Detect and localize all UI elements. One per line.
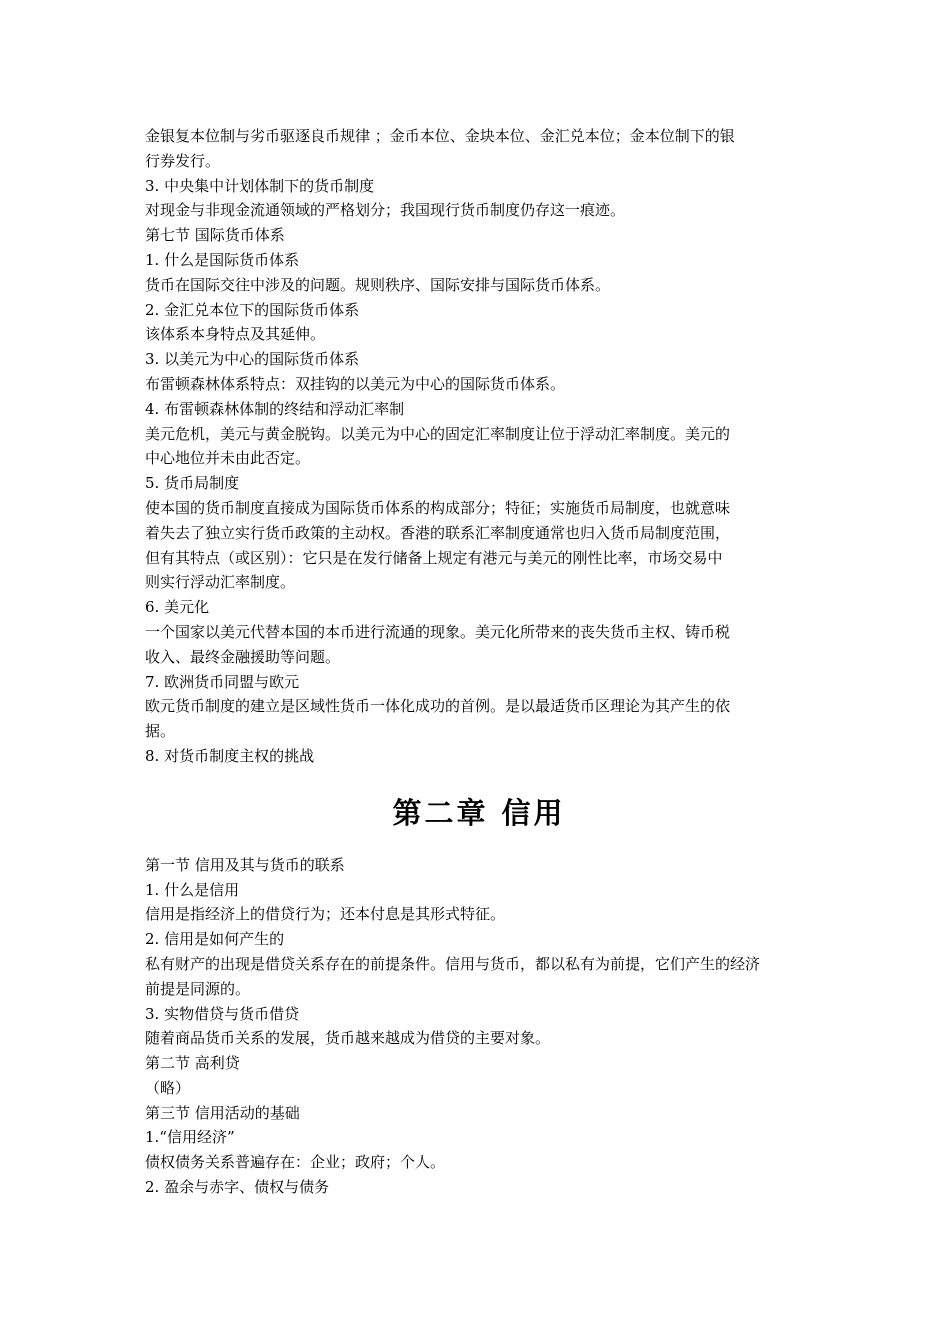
section2-line-12: 1.“信用经济”	[145, 1128, 235, 1147]
section-monetary-system	[145, 124, 813, 769]
section1-line-9: 该体系本身特点及其延伸。	[145, 325, 326, 344]
section1-line-21: 一个国家以美元代替本国的本币进行流通的现象。美元化所带来的丧失货币主权、铸币税	[145, 622, 731, 641]
section1-line-13: 美元危机，美元与黄金脱钩。以美元为中心的固定汇率制度让位于浮动汇率制度。美元的	[145, 424, 731, 443]
section1-line-10: 3. 以美元为中心的国际货币体系	[145, 350, 360, 369]
section1-line-23: 7. 欧洲货币同盟与欧元	[145, 672, 300, 691]
section2-line-9: 第二节 高利贷	[145, 1054, 240, 1073]
chapter-title: 第二章 信用	[392, 795, 566, 830]
document-page	[145, 124, 813, 1200]
section2-line-5: 私有财产的出现是借贷关系存在的前提条件。信用与货币，都以私有为前提，它们产生的经济	[145, 954, 761, 973]
section2-line-11: 第三节 信用活动的基础	[145, 1103, 300, 1122]
section1-line-26: 8. 对货币制度主权的挑战	[145, 746, 315, 765]
section2-line-2: 1. 什么是信用	[145, 880, 240, 899]
section2-line-3: 信用是指经济上的借贷行为；还本付息是其形式特征。	[145, 905, 506, 924]
section1-line-11: 布雷顿森林体系特点：双挂钩的以美元为中心的国际货币体系。	[145, 374, 566, 393]
section1-line-14: 中心地位并未由此否定。	[145, 449, 311, 468]
section2-line-8: 随着商品货币关系的发展，货币越来越成为借贷的主要对象。	[145, 1029, 551, 1048]
section1-line-2: 行券发行。	[145, 151, 221, 170]
section2-line-4: 2. 信用是如何产生的	[145, 930, 285, 949]
section1-line-3: 3. 中央集中计划体制下的货币制度	[145, 176, 375, 195]
section1-line-19: 则实行浮动汇率制度。	[145, 573, 296, 592]
section1-line-20: 6. 美元化	[145, 598, 210, 617]
section1-line-12: 4. 布雷顿森林体制的终结和浮动汇率制	[145, 399, 405, 418]
section2-line-1: 第一节 信用及其与货币的联系	[145, 855, 345, 874]
section2-line-14: 2. 盈余与赤字、债权与债务	[145, 1178, 330, 1197]
section2-line-6: 前提是同源的。	[145, 979, 251, 998]
section1-line-4: 对现金与非现金流通领域的严格划分；我国现行货币制度仍存这一痕迹。	[145, 201, 626, 220]
section1-line-7: 货币在国际交往中涉及的问题。规则秩序、国际安排与国际货币体系。	[145, 275, 611, 294]
section1-line-5: 第七节 国际货币体系	[145, 226, 285, 245]
section2-line-7: 3. 实物借贷与货币借贷	[145, 1004, 300, 1023]
section1-line-15: 5. 货币局制度	[145, 474, 240, 493]
section-credit	[145, 853, 813, 1200]
section1-line-25: 据。	[145, 722, 176, 741]
section2-line-10: （略）	[145, 1078, 191, 1097]
section1-line-22: 收入、最终金融援助等问题。	[145, 647, 341, 666]
section1-line-24: 欧元货币制度的建立是区域性货币一体化成功的首例。是以最适货币区理论为其产生的依	[145, 697, 731, 716]
section1-line-17: 着失去了独立实行货币政策的主动权。香港的联系汇率制度通常也归入货币局制度范围，	[145, 523, 731, 542]
section1-line-18: 但有其特点（或区别）：它只是在发行储备上规定有港元与美元的刚性比率，市场交易中	[145, 548, 723, 567]
section1-line-1: 金银复本位制与劣币驱逐良币规律 ；金币本位、金块本位、金汇兑本位；金本位制下的银	[145, 127, 735, 145]
section1-line-6: 1. 什么是国际货币体系	[145, 250, 300, 269]
section1-line-8: 2. 金汇兑本位下的国际货币体系	[145, 300, 360, 319]
section2-line-13: 债权债务关系普遍存在：企业；政府；个人。	[145, 1153, 446, 1172]
section1-line-16: 使本国的货币制度直接成为国际货币体系的构成部分；特征；实施货币局制度，也就意味	[145, 498, 731, 517]
